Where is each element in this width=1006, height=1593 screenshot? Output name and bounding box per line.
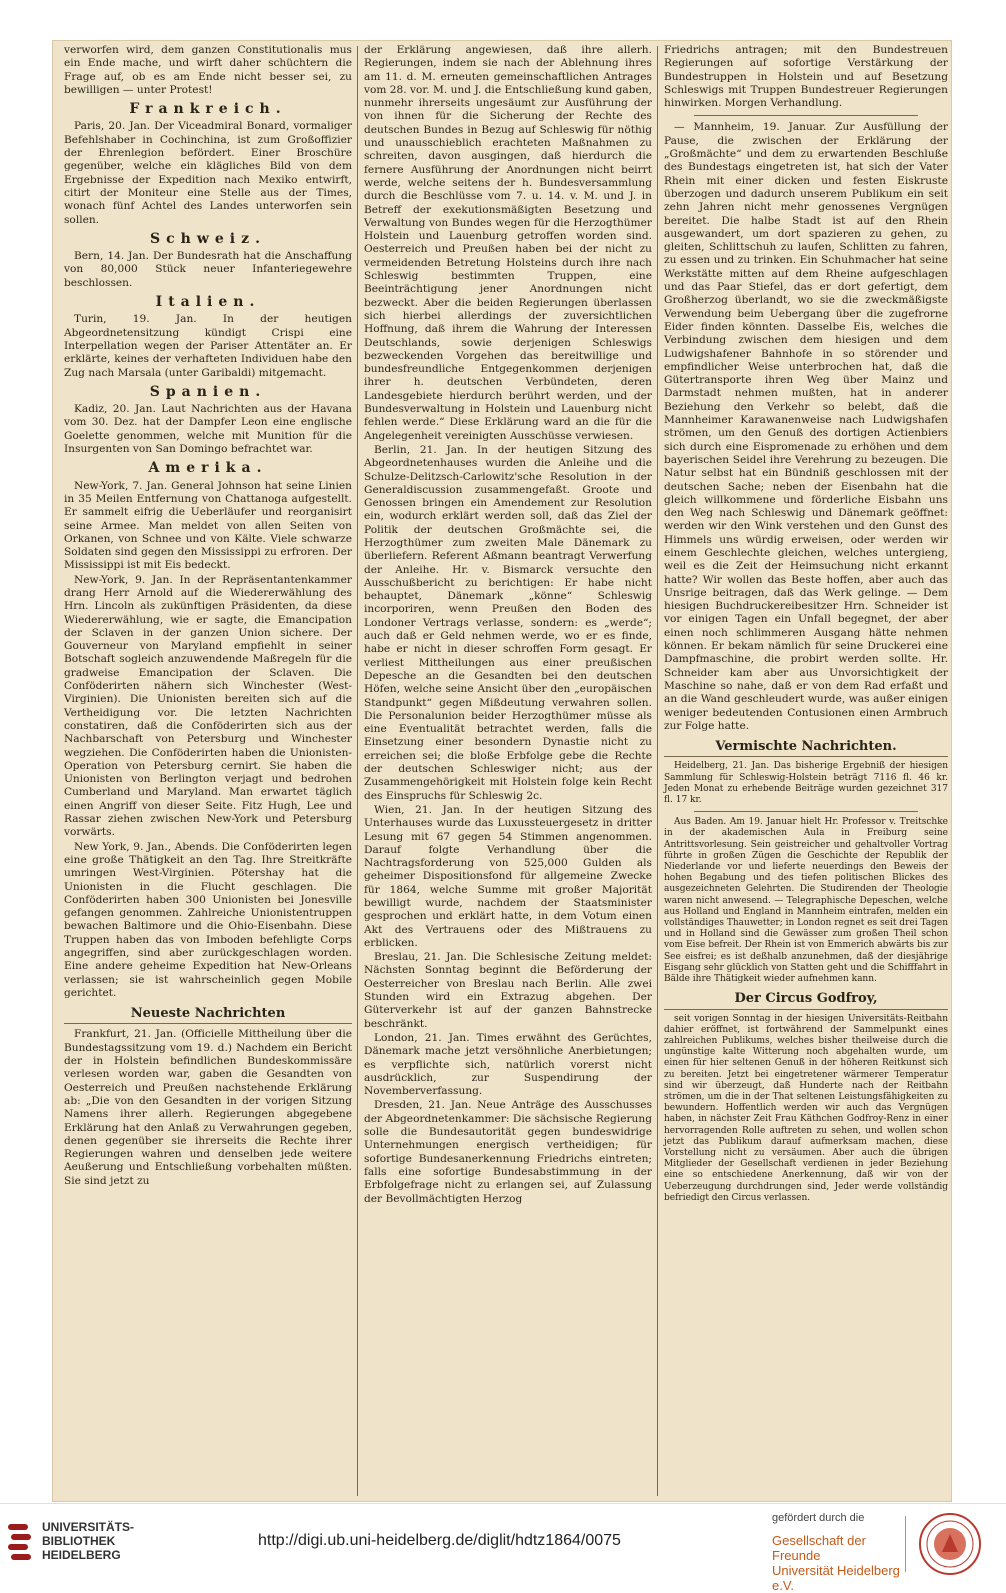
- library-name-line: UNIVERSITÄTS-: [42, 1520, 135, 1534]
- article-new-york-2: New-York, 9. Jan. In der Repräsentantenkammer drang Herr Arnold auf die Wiedererwählung des Hrn. Lincoln als zukünftigen Präsidenten, da diese Wiedererwählung, wie er sagte, die Emancipation der Sclaven in der ganzen Union sichere. Der Gouverneur von Maryland empfiehlt in seiner Botschaft sogleich anzuwendende Maßregeln für die gradweise Emancipation der Sclaven. Die Conföderirten nähern sich Winchester (West-Virginien). Die Unionisten bereiten sich auf die Vertheidigung vor. Die letzten Nachrichten constatiren, daß die Conföderirten sich aus der Nachbarschaft von Petersburg und Winchester wegziehen. Die Conföderirten haben die Unionisten-Operation von Petersburg cernirt. Sie haben die Unionisten von Berlington verjagt und bedrohen Cumberland und Maryland. Man erwartet täglich einen Angriff von dieser Seite. Fitz Hugh, Lee und Rassar ziehen zwischen New-York und Petersburg vorwärts.: [64, 573, 352, 839]
- article-baden: Aus Baden. Am 19. Januar hielt Hr. Professor v. Treitschke in der akademischen Aula in Freiburg seine Antrittsvorlesung. Sein geistreicher und gehaltvoller Vortrag führte in großen Zügen die Geschichte der Republik der Niederlande vor und lieferte neuerdings den Beweis der hohen Begabung und des tiefen politischen Blickes des ausgezeichneten Gelehrten. Die Studirenden der Theologie waren nicht anwesend. — Telegraphische Depeschen, welche aus Holland und England in Mannheim eintrafen, melden ein vollständiges Thauwetter; in London regnet es seit drei Tagen und in Holland sind die Gewässer zum großen Theil schon vom Eise befreit. Der Rhein ist von Emmerich abwärts bis zur See eisfrei; es ist deßhalb anzunehmen, daß der diesjährige Eisgang sehr glücklich von Statten geht und die Schifffahrt in Bälde ihre Thätigkeit wieder aufnehmen kann.: [664, 817, 948, 985]
- small-print-block: [664, 1014, 948, 1204]
- section-heading-schweiz: Schweiz.: [150, 230, 266, 247]
- library-logo[interactable]: [8, 1518, 193, 1570]
- article-text: verworfen wird, dem ganzen Constitutionalis mus ein Ende mache, und wirft daher schüchtern die Frage auf, ob es am Ende nicht besser sei, zu bewilligen — unter Protest!: [64, 44, 352, 96]
- library-name: [42, 1520, 134, 1562]
- article-bern: Bern, 14. Jan. Der Bundesrath hat die Anschaffung von 80,000 Stück neuer Infanteriegewehre beschlossen.: [64, 250, 352, 289]
- sponsor-name-line: Gesellschaft der Freunde: [772, 1533, 866, 1563]
- page-url-link[interactable]: http://digi.ub.uni-heidelberg.de/diglit/hdtz1864/0075: [258, 1532, 621, 1549]
- column-rule: [357, 46, 358, 1496]
- sponsor-name: [772, 1533, 912, 1593]
- sponsor-name-line: Universität Heidelberg e.V.: [772, 1563, 900, 1593]
- section-heading-circus: Der Circus Godfroy,: [664, 992, 948, 1009]
- column-3: [664, 44, 948, 1498]
- article-london: London, 21. Jan. Times erwähnt des Gerüchtes, Dänemark mache jetzt versöhnliche Anerbietungen; es verpflichte sich, natürlich vorerst nicht ausdrücklich, zur Suspendirung der Novemberverfassung.: [364, 1031, 652, 1098]
- section-heading-neueste: Neueste Nachrichten: [64, 1007, 352, 1024]
- section-heading-spanien: Spanien.: [149, 383, 267, 400]
- section-heading-vermischte: Vermischte Nachrichten.: [664, 740, 948, 757]
- divider: [694, 115, 918, 116]
- section-heading-italien: Italien.: [155, 294, 261, 311]
- article-wien: Wien, 21. Jan. In der heutigen Sitzung des Unterhauses wurde das Luxussteuergesetz in dritter Lesung mit 67 gegen 54 Stimmen angenommen. Darauf folgte Verhandlung über die Nachtragsforderung von 525,000 Gulden als geheimer Dispositionsfond für allgemeine Zwecke für 1864, welche Summe mit großer Majorität bewilligt wurde, nachdem der Staatsminister gesprochen und erklärt hatte, in dem Votum einen Akt des Vertrauens oder des Mißtrauens zu erblicken.: [364, 803, 652, 949]
- newspaper-page: [52, 40, 952, 1502]
- article-frankfurt: Frankfurt, 21. Jan. (Officielle Mittheilung über die Bundestagssitzung vom 19. d.) Nachdem ein Bericht der in Holstein befindlichen Bundeskommissäre verlesen worden war, gaben die Gesandten von Oesterreich und Preußen nachstehende Erklärung ab: „Die von den Gesandten in der vorigen Sitzung Namens ihrer allerh. Regierungen abgegebene Erklärung hat den Anlaß zu Verwahrungen gegeben, denen gegenüber sie ihrerseits die Rechte ihrer Regierungen wahren und denselben jede weitere Aeußerung und Entschließung vorbehalten müßten. Sie sind jetzt zu: [64, 1028, 352, 1187]
- divider: [694, 811, 918, 812]
- article-circus: seit vorigen Sonntag in der hiesigen Universitäts-Reitbahn dahier eröffnet, ist fortwährend der Sammelpunkt eines zahlreichen Publikums, welches bisher theilweise durch die ungünstige kalte Witterung noch abgehalten wurde, um einen für hier seltenen Genuß in der höheren Reitkunst sich zu bereiten. Jetzt bei eingetretener wärmerer Temperatur sind wir überzeugt, daß Hunderte nach der Reitbahn strömen, um die in der That seltenen Leistungsfähigkeiten zu bewundern. Hoffentlich werden wir auch das Vergnügen haben, in nächster Zeit Frau Käthchen Godfroy-Renz in einer hervorragenden Rolle auftreten zu sehen, und wollen schon jetzt das Publikum darauf aufmerksam machen, diese Vorstellung nicht zu versäumen. Aber auch die übrigen Mitglieder der Gesellschaft verdienen in jeder Beziehung eine so entschiedene Anerkennung, daß wir von der Ueberzeugung durchdrungen sind, Jeder werde vollständig befriedigt den Circus verlassen.: [664, 1013, 948, 1203]
- article-kadiz: Kadiz, 20. Jan. Laut Nachrichten aus der Havana vom 30. Dez. hat der Dampfer Leon eine englische Goelette genommen, welche mit Munition für die Insurgenten von San Domingo befrachtet war.: [64, 403, 352, 456]
- library-name-line: BIBLIOTHEK: [42, 1534, 116, 1548]
- column-2: [364, 44, 652, 1498]
- article-text: der Erklärung angewiesen, daß ihre allerh. Regierungen, indem sie nach der Ablehnung ihres am 11. d. M. erneuten gemeinschaftlichen Antrages vom 28. vor. M. und J. die Entschließung kund gaben, nunmehr ihrerseits ungesäumt zur Ausführung der von ihnen für die Sicherung der Rechte des deutschen Bundes in Bezug auf Schleswig für nöthig und unausschieblich erachteten Maßnahmen zu schreiten, davon ausgingen, daß hierdurch die fernere Ausführung der Anordnungen nicht beirrt werde, welche seitens der h. Bundesversammlung durch die Beschlüsse vom 7. u. 14. v. M. und J. in Betreff der exekutionsmäßigten Besetzung und Verwaltung von Bundes wegen für die Herzogthümer Holstein und Lauenburg getroffen worden sind. Oesterreich und Preußen haben bei der nicht zu vermeidenden Betretung Holsteins durch ihre nach Schleswig bestimmten Truppen, eine Beeinträchtigung jener Anordnungen nicht bezweckt. Aber die beiden Regierungen überlassen sich hierbei allerdings der zuversichtlichen Hoffnung, daß ihrem die Wahrung der Interessen Deutschlands, sowie derjenigen Schleswigs bezweckenden Vorgehen das bereitwillige und bundesfreundliche Entgegenkommen derjenigen ihrer h. deutschen Verbündeten, deren Landesgebiete hierdurch berührt werden, und der Bundesverwaltung in Holstein und Lauenburg nicht fehlen werde.“ Diese Erklärung ward an die für die Angelegenheit vereinigten Ausschüsse verwiesen.: [364, 44, 652, 442]
- sponsor-block[interactable]: [772, 1512, 912, 1593]
- article-new-york-1: New-York, 7. Jan. General Johnson hat seine Linien in 35 Meilen Entfernung von Chattanoga aufgestellt. Er sammelt eifrig die Ueberläufer und reorganisirt seine Armee. Man meldet von allen Seiten von Orkanen, von Schnee und von Kälte. Viele schwarze Soldaten sind gegen den Mississippi zu erfroren. Der Mississippi ist mit Eis bedeckt.: [64, 479, 352, 572]
- article-paris: Paris, 20. Jan. Der Viceadmiral Bonard, vormaliger Befehlshaber in Cochinchina, ist zum Großoffizier der Ehrenlegion befördert. Einer Broschüre gegenüber, welche ein klägliches Bild von dem Ergebnisse der Expedition nach Mexiko entwirft, citirt der Moniteur eine Stelle aus der Times, wonach fünf Achtel des Landes unterworfen sein sollen.: [64, 120, 352, 226]
- article-breslau: Breslau, 21. Jan. Die Schlesische Zeitung meldet: Nächsten Sonntag beginnt die Beförderung der Oesterreicher von Breslau nach Berlin. Alle zwei Stunden wird ein Extrazug abgehen. Der Güterverkehr ist auf der ganzen Bahnstrecke beschränkt.: [364, 951, 652, 1030]
- sponsor-caption: gefördert durch die: [772, 1512, 865, 1524]
- divider: [905, 1516, 906, 1572]
- library-name-line: HEIDELBERG: [42, 1548, 121, 1562]
- article-heidelberg: Heidelberg, 21. Jan. Das bisherige Ergebniß der hiesigen Sammlung für Schleswig-Holstein beträgt 7116 fl. 46 kr. Jeden Monat zu erhebende Beiträge wurden gezeichnet 317 fl. 17 kr.: [664, 761, 948, 806]
- column-1: [64, 44, 352, 1498]
- article-text: Friedrichs antragen; mit den Bundestreuen Regierungen auf sofortige Verstärkung der Bundestruppen in Holstein und auf Besetzung Schleswigs mit Truppen Bundestreuer Regierungen hinwirken. Morgen Verhandlung.: [664, 44, 948, 110]
- university-library-logo-icon: [8, 1520, 34, 1564]
- university-seal-icon: [918, 1512, 982, 1576]
- article-new-york-3: New York, 9. Jan., Abends. Die Conföderirten legen eine große Thätigkeit an den Tag. Ihre Streitkräfte umringen West-Virginien. Pötershay hat die Unionisten in die Flucht geschlagen. Die Conföderirten haben 300 Unionisten bei Jonesville gefangen genommen. Zahlreiche Unionistentruppen bewachen Baltimore und die Ohio-Eisenbahn. Diese Truppen haben das von Imboden befehligte Corps angegriffen, sind aber zurückgeschlagen worden. Eine andere geheime Expedition hat New-Orleans verlassen; sie ist wahrscheinlich gegen Mobile gerichtet.: [64, 840, 352, 999]
- column-rule: [657, 46, 658, 1496]
- footer-bar: [0, 1503, 1006, 1593]
- section-heading-frankreich: Frankreich.: [129, 101, 287, 118]
- small-print-block: [664, 761, 948, 985]
- article-turin: Turin, 19. Jan. In der heutigen Abgeordnetensitzung kündigt Crispi eine Interpellation wegen der Pariser Attentäter an. Er erklärte, keines der verhafteten Individuen habe den Zug nach Marsala (unter Garibaldi) mitgemacht.: [64, 313, 352, 379]
- article-dresden: Dresden, 21. Jan. Neue Anträge des Ausschusses der Abgeordnetenkammer: Die sächsische Regierung solle die Bundesautorität gegen bundeswidrige Unternehmungen energisch vertheidigen; für sofortige Bundesanerkennung Friedrichs eintreten; falls eine sofortige Bundesabstimmung in der Erbfolgefrage nicht zu erlangen sei, auf Zulassung der Bevollmächtigten Herzog: [364, 1099, 652, 1205]
- section-heading-amerika: Amerika.: [148, 460, 268, 477]
- article-mannheim: — Mannheim, 19. Januar. Zur Ausfüllung der Pause, die zwischen der Erklärung der „Großmächte“ und dem zu erwartenden Beschluße des Bundestags eingetreten ist, hat sich der Vater Rhein mit einer dicken und festen Eiskruste überzogen und dadurch unserem Publikum ein seit zehn Jahren nicht mehr genossenes Vergnügen bereitet. Die halbe Stadt ist auf den Rhein ausgewandert, um dort spazieren zu gehen, zu gleiten, Schlittschuh zu laufen, Schlitten zu fahren, zu essen und zu trinken. Ein Schuhmacher hat seine Werkstätte mitten auf dem Rheine aufgeschlagen und das Paar Stiefel, das er dort gefertigt, dem Großherzog überlandt, wo sie die zweckmäßigste Verwendung beim Uebergang über die zugefrorne Eider finden könnten. Dasselbe Eis, welches die Verbindung zwischen dem hiesigen und dem Ludwigshafener Bahnhofe in so störender und empfindlicher Weise unterbrochen hat, daß die Gütertransporte ihren Weg über Mainz und Darmstadt nehmen mußten, hat in anderer Beziehung den Verkehr so belebt, daß die Mannheimer Karawanenweise nach Ludwigshafen strömen, um den Genuß des dortigen Actienbiers sich durch eine Eispromenade zu erhöhen und dem bayerischen Seidel ihre Verehrung zu bezeugen. Die Natur selbst hat ein Bündniß geschlossen mit der deutschen Sache; neben der Eisenbahn hat die gleich willkommene und förderliche Eisbahn uns den Weg nach Schleswig und Dänemark geöffnet: werden wir den Wink verstehen und den Gunst des Himmels uns würdig erweisen, oder werden wir einem Geschlechte gleichen, welches untergieng, weil es die Zeit der Heimsuchung nicht erkannt hatte? Wir wollen das Beste hoffen, aber auch das Unsrige beitragen, daß das Werk gelinge. — Dem hiesigen Buchdruckereibesitzer Hrn. Schneider ist vor einigen Tagen ein Unfall begegnet, der aber einen noch schlimmeren Ausgang hätte nehmen können. Er bekam nämlich für seine Druckerei eine Dampfmaschine, die probirt werden sollte. Hr. Schneider kam aber aus Unvorsichtigkeit der Maschine so nahe, daß er von dem Rad erfaßt und an die Wand geschleudert wurde, was außer einigen weniger bedeutenden Contusionen einen Armbruch zur Folge hatte.: [664, 121, 948, 732]
- article-berlin: Berlin, 21. Jan. In der heutigen Sitzung des Abgeordnetenhauses wurden die Anleihe und die Schulze-Delitzsch-Carlowitz'sche Resolution in der Generaldiscussion zusammengefaßt. Groote und Genossen bringen ein Amendement zur Resolution ein, wodurch erklärt werden soll, daß das Ziel der Politik der deutschen Großmächte sei, die Herzogthümer zum zweiten Male Dänemark zu überliefern. Referent Aßmann beantragt Verwerfung der Anleihe. Hr. v. Bismarck versuchte den Ausschußbericht zu berichtigen: Er habe nicht behauptet, Dänemark „könne“ Schleswig incorporiren, wenn Preußen den Boden des Londoner Vertrags verlasse, sondern: es „werde“; auch daß er Geld nehmen werde, wo er es finde, habe er nicht in dieser schroffen Form gesagt. Er verliest Mittheilungen aus einer preußischen Depesche an die Gesandten bei den deutschen Höfen, welche seine Ansicht über den „europäischen Standpunkt“ gegen Mißdeutung verwahren sollen. Die Personalunion beider Herzogthümer müsse als eine Eventualität betrachtet werden, falls die Einsetzung einer besondern Dynastie nicht zu erreichen sei; die bloße Erbfolge gebe die Rechte der deutschen Schleswiger nicht; aus der Zusammengehörigkeit mit Holstein folge kein Recht des Einspruchs für Schleswig 2c.: [364, 443, 652, 802]
